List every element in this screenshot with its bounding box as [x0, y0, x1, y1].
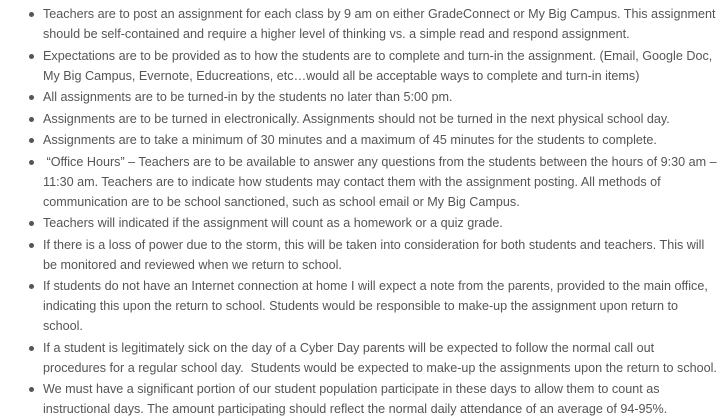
list-item: If students do not have an Internet connection at home I will expect a note from the parents, provided to the main office, indicating this upon the return to school. Students would be responsible to make-up the assignment upon return to school. [43, 276, 718, 336]
policy-bullet-list [0, 4, 726, 419]
list-item: We must have a significant portion of our student population participate in these days to allow them to count as instructional days. The amount participating should reflect the normal daily attendance of an average of 94-95%. [43, 379, 718, 419]
list-item: Expectations are to be provided as to how the students are to complete and turn-in the assignment. (Email, Google Doc, My Big Campus, Evernote, Educreations, etc…would all be acceptable ways to complete and turn-in items) [43, 46, 718, 86]
list-item: Assignments are to take a minimum of 30 minutes and a maximum of 45 minutes for the students to complete. [43, 130, 718, 150]
list-item: All assignments are to be turned-in by the students no later than 5:00 pm. [43, 87, 718, 107]
list-item: Teachers will indicated if the assignment will count as a homework or a quiz grade. [43, 213, 718, 233]
list-item: Assignments are to be turned in electronically. Assignments should not be turned in the next physical school day. [43, 109, 718, 129]
list-item: “Office Hours” – Teachers are to be available to answer any questions from the students between the hours of 9:30 am – 11:30 am. Teachers are to indicate how students may contact them with the assignment posting. All methods of communication are to be school sanctioned, such as school email or My Big Campus. [43, 152, 718, 212]
list-item: If there is a loss of power due to the storm, this will be taken into consideration for both students and teachers. This will be monitored and reviewed when we return to school. [43, 235, 718, 275]
list-item: Teachers are to post an assignment for each class by 9 am on either GradeConnect or My Big Campus. This assignment should be self-contained and require a higher level of thinking vs. a simple read and respond assignment. [43, 4, 718, 44]
list-item: If a student is legitimately sick on the day of a Cyber Day parents will be expected to follow the normal call out procedures for a regular school day. Students would be expected to make-up the assignments upon the return to school. [43, 338, 718, 378]
